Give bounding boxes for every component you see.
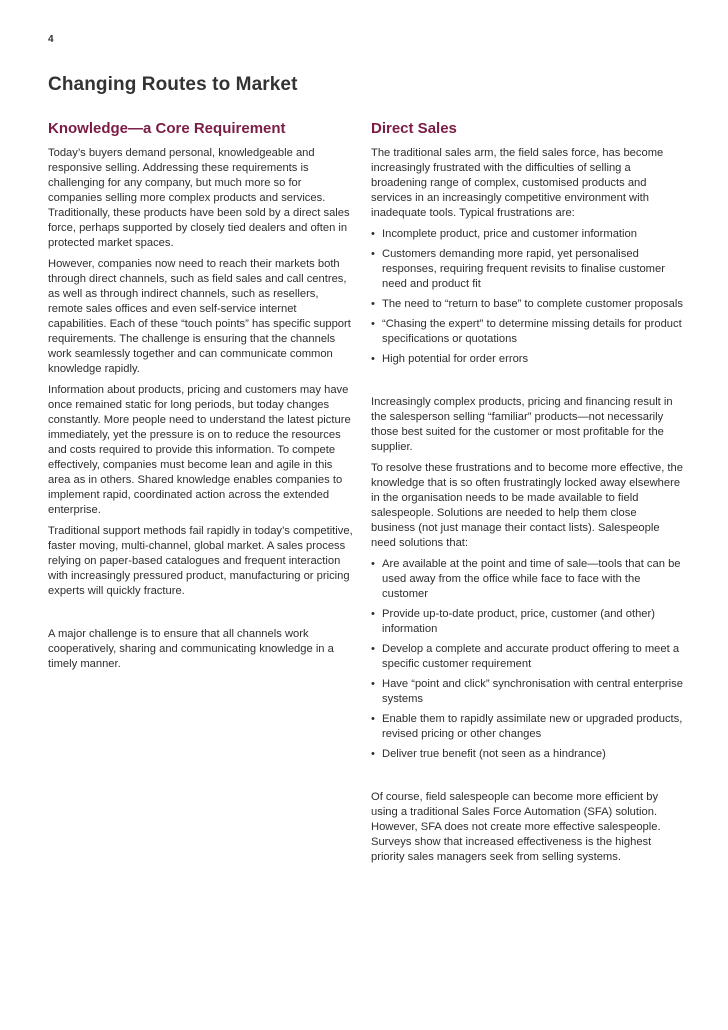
list-item: • Have “point and click” synchronisation with central enterprise systems bbox=[371, 677, 683, 707]
list-item: • Incomplete product, price and customer information bbox=[371, 227, 683, 242]
spacer bbox=[48, 605, 356, 627]
list-item: • Develop a complete and accurate product offering to meet a specific customer requirement bbox=[371, 642, 683, 672]
paragraph: Traditional support methods fail rapidly in today’s competitive, faster moving, multi-channel, global market. A sales process relying on paper-based catalogues and frequent interaction with increasingly pressured product, manufacturing or pricing experts will quickly fracture. bbox=[48, 525, 353, 597]
paragraph: However, companies now need to reach their markets both through direct channels, such as field sales and call centres, as well as through indirect channels, such as resellers, remote sales offices and even self-service internet capabilities. Each of these “touch points” has specific support requirements. The challenge is ensuring that the channels work seamlessly together and can communicate common knowledge rapidly. bbox=[48, 258, 351, 375]
list-item: • “Chasing the expert” to determine missing details for product specifications or quotations bbox=[371, 317, 683, 347]
section-heading-direct-sales: Direct Sales bbox=[371, 120, 457, 137]
paragraph: Of course, field salespeople can become more efficient by using a traditional Sales Force Automation (SFA) solution. However, SFA does not create more effective salespeople. Surveys show that increased effectiveness is the highest priority sales managers seek from selling systems. bbox=[371, 791, 661, 863]
list-item: • Provide up-to-date product, price, customer (and other) information bbox=[371, 607, 683, 637]
list-item: • The need to “return to base” to complete customer proposals bbox=[371, 297, 683, 312]
left-column bbox=[48, 120, 356, 678]
frustrations-list bbox=[371, 227, 683, 367]
needs-list bbox=[371, 557, 683, 762]
list-item: • Enable them to rapidly assimilate new or upgraded products, revised pricing or other changes bbox=[371, 712, 683, 742]
list-item: • Are available at the point and time of sale—tools that can be used away from the office while face to face with the customer bbox=[371, 557, 683, 602]
paragraph: A major challenge is to ensure that all channels work cooperatively, sharing and communicating knowledge in a timely manner. bbox=[48, 628, 334, 670]
spacer bbox=[371, 768, 683, 790]
section-heading-knowledge: Knowledge—a Core Requirement bbox=[48, 120, 286, 137]
page-title: Changing Routes to Market bbox=[48, 74, 298, 95]
list-item: • High potential for order errors bbox=[371, 352, 683, 367]
spacer bbox=[371, 373, 683, 395]
paragraph: To resolve these frustrations and to become more effective, the knowledge that is so often frustratingly locked away elsewhere in the organisation needs to be made available to field salespeople. Solutions are needed to help them close business (not just manage their contact lists). Salespeople need solutions that: bbox=[371, 462, 683, 549]
paragraph: Increasingly complex products, pricing and financing result in the salesperson selling “familiar” products—not necessarily those best suited for the customer or most profitable for the supplier. bbox=[371, 396, 673, 453]
list-item: • Customers demanding more rapid, yet personalised responses, requiring frequent revisits to finalise customer need and product fit bbox=[371, 247, 683, 292]
paragraph: Today’s buyers demand personal, knowledgeable and responsive selling. Addressing these requirements is challenging for any company, but much more so for companies selling more complex products and services. Traditionally, these products have been sold by a direct sales force, perhaps supported by closely tied dealers and often in protected market spaces. bbox=[48, 147, 350, 249]
paragraph: The traditional sales arm, the field sales force, has become increasingly frustrated with the difficulties of selling a broadening range of complex, customised products and services in an increasingly competitive environment with inadequate tools. Typical frustrations are: bbox=[371, 147, 664, 219]
right-column bbox=[371, 120, 683, 871]
list-item: • Deliver true benefit (not seen as a hindrance) bbox=[371, 747, 683, 762]
page-number: 4 bbox=[48, 34, 54, 45]
paragraph: Information about products, pricing and customers may have once remained static for long periods, but today changes constantly. More people need to understand the latest picture immediately, yet the pressure is on to reduce the resources and costs required to provide this information. To compete effectively, companies must become lean and agile in this area as in others. Shared knowledge enables companies to implement rapid, coordinated action across the extended enterprise. bbox=[48, 384, 351, 516]
